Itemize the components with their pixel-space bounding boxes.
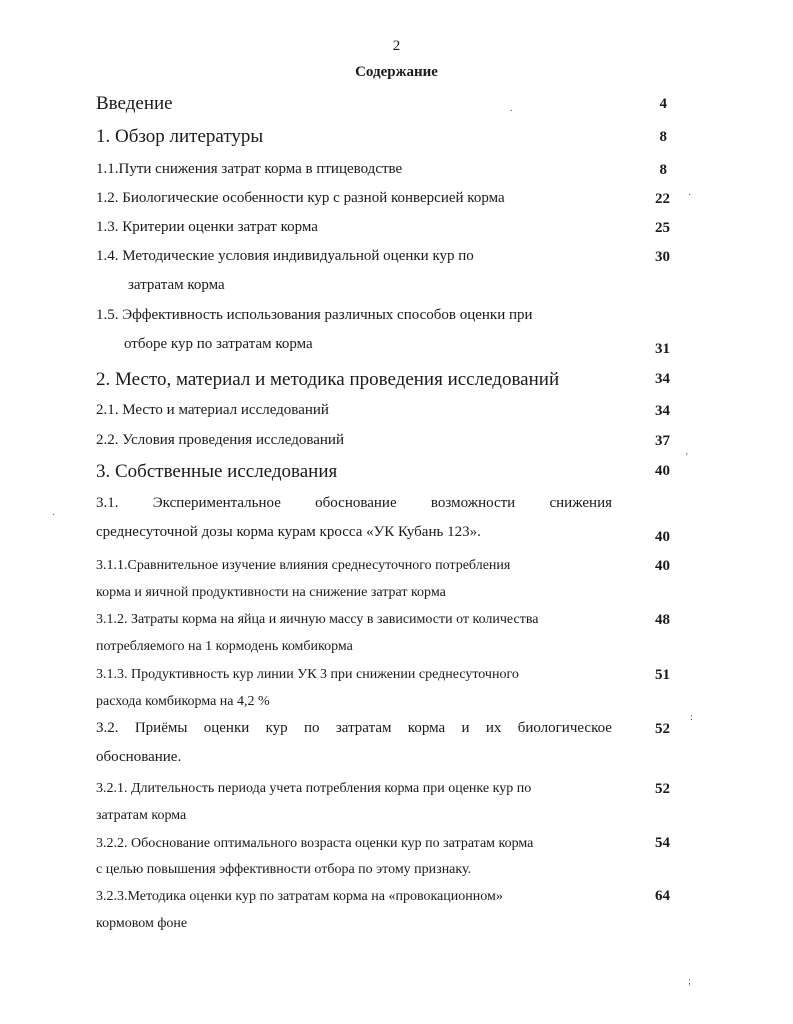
- toc-entry-3-1-1: 3.1.1.Сравнительное изучение влияния среднесуточного потребления: [96, 558, 511, 573]
- page-number: 2: [392, 38, 401, 54]
- toc-page-number: 40: [655, 463, 670, 479]
- scan-speck: .: [510, 103, 513, 114]
- scan-speck: ': [686, 452, 688, 463]
- toc-page-number: 34: [655, 403, 670, 419]
- toc-page-number: 40: [655, 529, 670, 545]
- toc-word: корма: [407, 720, 446, 736]
- toc-word: возможности: [430, 495, 516, 511]
- toc-page-number: 52: [655, 721, 670, 737]
- toc-word: затратам: [335, 720, 392, 736]
- toc-entry-1-5: 1.5. Эффективность использования различных способов оценки при: [96, 307, 533, 323]
- toc-entry-3-1-continuation: среднесуточной дозы корма курам кросса «УК Кубань 123».: [96, 524, 481, 540]
- toc-entry-3-1-2-continuation: потребляемого на 1 кормодень комбикорма: [96, 639, 353, 654]
- toc-entry-3-1: [96, 495, 612, 512]
- scan-speck: ;: [688, 976, 691, 987]
- toc-page-number: 25: [655, 220, 670, 236]
- toc-entry-3-2-1: 3.2.1. Длительность периода учета потребления корма при оценке кур по: [96, 781, 532, 796]
- toc-page-number: 34: [655, 371, 670, 387]
- toc-entry-chapter-3: 3. Собственные исследования: [96, 461, 338, 482]
- toc-page-number: 64: [655, 888, 670, 904]
- toc-entry-3-1-3-continuation: расхода комбикорма на 4,2 %: [96, 694, 270, 709]
- toc-page-number: 4: [659, 96, 667, 112]
- toc-entry-3-2-continuation: обоснование.: [96, 749, 182, 765]
- toc-entry-chapter-1: 1. Обзор литературы: [96, 126, 264, 147]
- toc-page-number: 48: [655, 612, 670, 628]
- toc-word: 3.2.: [96, 720, 119, 736]
- toc-entry-1-5-continuation: отборе кур по затратам корма: [124, 336, 313, 352]
- toc-word: снижения: [549, 495, 612, 511]
- toc-page-number: 52: [655, 781, 670, 797]
- toc-entry-3-1-3: 3.1.3. Продуктивность кур линии УК 3 при снижении среднесуточного: [96, 667, 519, 682]
- toc-entry-3-1-1-continuation: корма и яичной продуктивности на снижение затрат корма: [96, 585, 446, 600]
- toc-word: Экспериментальное: [152, 495, 281, 511]
- toc-page-number: 22: [655, 191, 670, 207]
- toc-word: обоснование: [315, 495, 397, 511]
- toc-word: биологическое: [517, 720, 612, 736]
- toc-page-number: 8: [659, 162, 667, 178]
- toc-word: оценки: [203, 720, 250, 736]
- toc-entry-chapter-2: 2. Место, материал и методика проведения исследований: [96, 369, 560, 390]
- toc-page-number: 30: [655, 249, 670, 265]
- toc-entry-1-4: 1.4. Методические условия индивидуальной оценки кур по: [96, 248, 474, 264]
- toc-entry-1-4-continuation: затратам корма: [128, 277, 225, 293]
- toc-entry-3-1-2: 3.1.2. Затраты корма на яйца и яичную массу в зависимости от количества: [96, 612, 539, 627]
- toc-entry-3-2-2: 3.2.2. Обоснование оптимального возраста оценки кур по затратам корма: [96, 836, 534, 851]
- toc-entry-2-2: 2.2. Условия проведения исследований: [96, 432, 344, 448]
- toc-entry-2-1: 2.1. Место и материал исследований: [96, 402, 329, 418]
- toc-page-number: 8: [659, 129, 667, 145]
- toc-page-number: 37: [655, 433, 670, 449]
- toc-entry-intro: Введение: [96, 93, 173, 114]
- toc-entry-1-1: 1.1.Пути снижения затрат корма в птицеводстве: [96, 161, 403, 177]
- toc-entry-3-2-3-continuation: кормовом фоне: [96, 916, 188, 931]
- toc-word: кур: [265, 720, 288, 736]
- toc-page-number: 40: [655, 558, 670, 574]
- toc-word: их: [485, 720, 502, 736]
- toc-word: по: [304, 720, 320, 736]
- toc-entry-3-2-2-continuation: с целью повышения эффективности отбора по этому признаку.: [96, 862, 472, 877]
- toc-word: Приёмы: [134, 720, 188, 736]
- toc-page-number: 51: [655, 667, 670, 683]
- scan-speck: ·: [688, 190, 692, 201]
- toc-word: 3.1.: [96, 495, 119, 511]
- page-title: Содержание: [355, 64, 438, 80]
- toc-entry-3-2-3: 3.2.3.Методика оценки кур по затратам корма на «провокационном»: [96, 889, 503, 904]
- toc-page-number: 54: [655, 835, 670, 851]
- toc-entry-1-2: 1.2. Биологические особенности кур с разной конверсией корма: [96, 190, 505, 206]
- toc-entry-3-2: [96, 720, 612, 737]
- toc-entry-1-3: 1.3. Критерии оценки затрат корма: [96, 219, 318, 235]
- scan-speck: :: [690, 712, 693, 723]
- scan-speck: ·: [52, 510, 56, 521]
- toc-entry-3-2-1-continuation: затратам корма: [96, 808, 187, 823]
- toc-page-number: 31: [655, 341, 670, 357]
- toc-word: и: [461, 720, 470, 736]
